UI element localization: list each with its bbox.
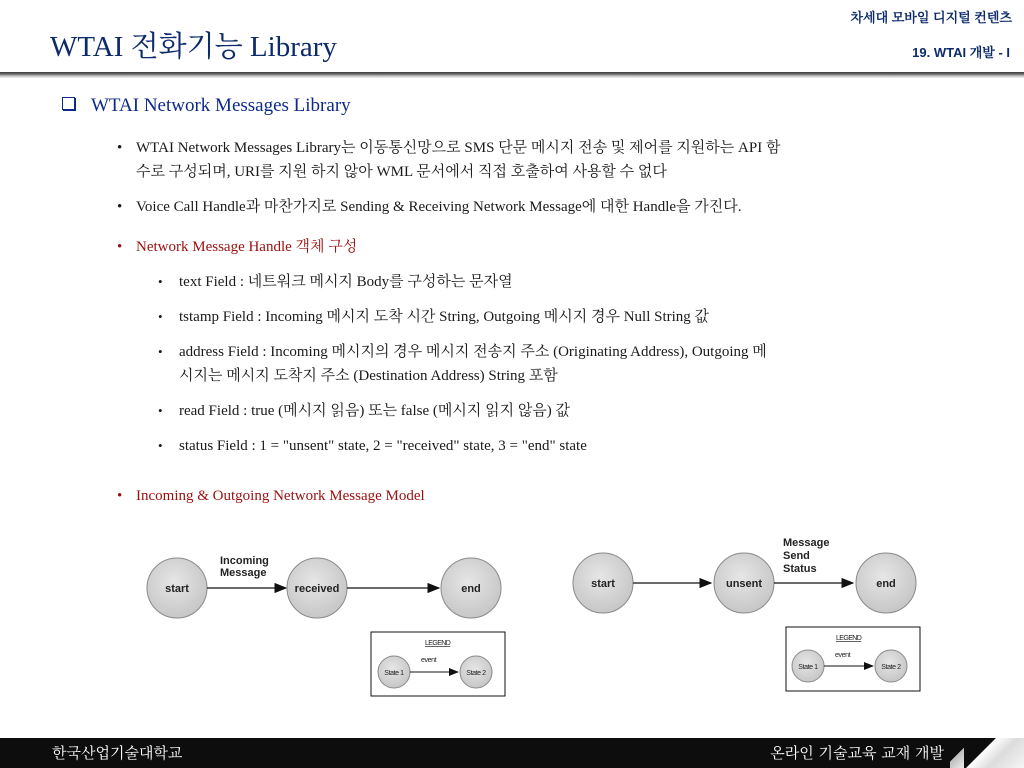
state-unsent-label: unsent bbox=[725, 578, 763, 590]
event-label-line1: Message bbox=[783, 537, 830, 549]
legend-event-label: event bbox=[421, 657, 437, 664]
legend-title: LEGEND bbox=[425, 640, 451, 647]
incoming-diagram-svg bbox=[140, 545, 520, 705]
footer-decoration bbox=[964, 738, 1024, 768]
bullet-dot-icon: • bbox=[117, 239, 123, 255]
bullet-item bbox=[117, 235, 357, 259]
legend-state1-label: State 1 bbox=[798, 664, 818, 671]
sub-bullet-item bbox=[158, 305, 709, 329]
bullet-dot-icon: • bbox=[117, 140, 123, 156]
legend-title: LEGEND bbox=[836, 635, 862, 642]
sub-bullet-item bbox=[158, 399, 570, 423]
bullet-dot-icon: • bbox=[117, 199, 123, 215]
legend-state2-label: State 2 bbox=[466, 670, 486, 677]
section-heading bbox=[62, 95, 351, 117]
bullet-item bbox=[117, 195, 742, 219]
outgoing-message-diagram bbox=[565, 532, 945, 697]
outgoing-diagram-svg bbox=[565, 532, 945, 697]
slide-footer bbox=[0, 738, 1024, 768]
sub-bullet-text-line1: tstamp Field : Incoming 메시지 도착 시간 String, Outgoing 메시지 경우 Null String 값 bbox=[179, 309, 710, 325]
state-end-label: end bbox=[461, 583, 481, 595]
event-label-line1: Incoming bbox=[220, 555, 269, 567]
bullet-dot-icon: • bbox=[158, 309, 163, 324]
sub-bullet-item bbox=[158, 270, 513, 294]
state-start-label: start bbox=[165, 583, 189, 595]
bullet-text-line1: Network Message Handle 객체 구성 bbox=[136, 239, 358, 255]
event-label-line3: Status bbox=[783, 563, 817, 575]
bullet-text-line1: Incoming & Outgoing Network Message Model bbox=[136, 488, 425, 504]
course-name: 차세대 모바일 디지털 컨텐츠 bbox=[850, 10, 1012, 25]
sub-bullet-text-line1: address Field : Incoming 메시지의 경우 메시지 전송지 주소 (Originating Address), Outgoing 메 bbox=[179, 344, 767, 360]
bullet-dot-icon: • bbox=[158, 344, 163, 359]
bullet-item bbox=[117, 484, 425, 508]
sub-bullet-text-line1: text Field : 네트워크 메시지 Body를 구성하는 문자열 bbox=[179, 274, 513, 290]
legend-state2-label: State 2 bbox=[881, 664, 901, 671]
bullet-dot-icon: • bbox=[158, 403, 163, 418]
footer-project: 온라인 기술교육 교재 개발 bbox=[770, 744, 944, 762]
legend-event-label: event bbox=[835, 652, 851, 659]
slide-title: WTAI 전화기능 Library bbox=[50, 31, 337, 63]
bullet-dot-icon: • bbox=[158, 438, 163, 453]
bullet-dot-icon: • bbox=[117, 488, 123, 504]
footer-institution: 한국산업기술대학교 bbox=[52, 744, 183, 762]
incoming-message-diagram bbox=[140, 545, 520, 705]
bullet-text-line2: 수로 구성되며, URI를 지원 하지 않아 WML 문서에서 직접 호출하여 사용할 수 없다 bbox=[136, 164, 667, 180]
event-label-line2: Message bbox=[220, 567, 267, 579]
state-received-label: received bbox=[294, 583, 340, 595]
bullet-dot-icon: • bbox=[158, 274, 163, 289]
state-end-label: end bbox=[876, 578, 896, 590]
chapter-label: 19. WTAI 개발 - I bbox=[912, 45, 1010, 60]
bullet-text-line1: WTAI Network Messages Library는 이동통신망으로 SMS 단문 메시지 전송 및 제어를 지원하는 API 함 bbox=[136, 140, 781, 156]
bullet-text-line1: Voice Call Handle과 마찬가지로 Sending & Receiving Network Message에 대한 Handle을 가진다. bbox=[136, 199, 742, 215]
sub-bullet-text-line1: read Field : true (메시지 읽음) 또는 false (메시지 읽지 않음) 값 bbox=[179, 403, 571, 419]
event-label-line2: Send bbox=[783, 550, 810, 562]
sub-bullet-item bbox=[158, 434, 587, 458]
sub-bullet-item bbox=[158, 340, 767, 388]
sub-bullet-text-line2: 시지는 메시지 도착지 주소 (Destination Address) String 포함 bbox=[179, 368, 558, 384]
legend-state1-label: State 1 bbox=[384, 670, 404, 677]
bullet-item bbox=[117, 136, 780, 184]
header-divider bbox=[0, 72, 1024, 78]
square-bullet-icon bbox=[62, 97, 75, 110]
sub-bullet-text-line1: status Field : 1 = "unsent" state, 2 = "received" state, 3 = "end" state bbox=[179, 438, 587, 454]
state-start-label: start bbox=[591, 578, 615, 590]
slide-header bbox=[0, 0, 1024, 78]
section-heading-text: WTAI Network Messages Library bbox=[91, 95, 351, 116]
